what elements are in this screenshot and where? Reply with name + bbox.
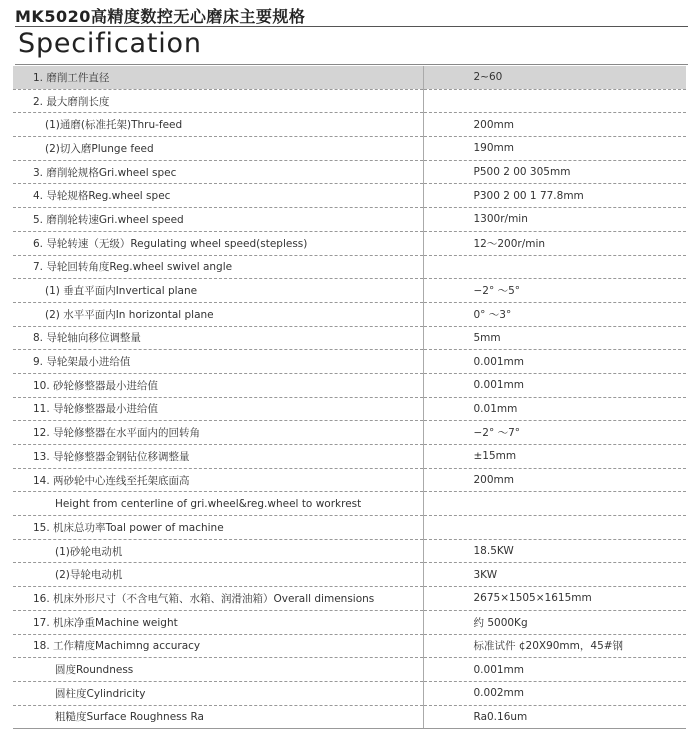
spec-heading: Specification	[18, 28, 202, 59]
table-row	[13, 634, 686, 658]
spec-label: 6. 导轮转速（无级）Regulating wheel speed(stepless)	[13, 231, 423, 255]
spec-value: 200mm	[423, 468, 686, 492]
table-row	[13, 66, 686, 89]
table-row	[13, 89, 686, 113]
spec-label: 17. 机床净重Machine weight	[13, 610, 423, 634]
spec-label: 圆柱度Cylindricity	[13, 681, 423, 705]
spec-value: 2675×1505×1615mm	[423, 587, 686, 611]
spec-value: P300 2 00 1 77.8mm	[423, 184, 686, 208]
spec-value: 标准试件 ¢20X90mm，45#钢	[423, 634, 686, 658]
spec-label: (2)切入磨Plunge feed	[13, 137, 423, 161]
spec-value	[423, 255, 686, 279]
table-row	[13, 350, 686, 374]
spec-label: 8. 导轮轴向移位调整量	[13, 326, 423, 350]
table-row	[13, 113, 686, 137]
title-divider	[15, 26, 688, 27]
table-row	[13, 397, 686, 421]
spec-label: 9. 导轮架最小进给值	[13, 350, 423, 374]
table-row	[13, 516, 686, 540]
table-row	[13, 610, 686, 634]
table-row	[13, 184, 686, 208]
spec-label: 3. 磨削轮规格Gri.wheel spec	[13, 160, 423, 184]
spec-table	[13, 66, 686, 729]
spec-label: Height from centerline of gri.wheel&reg.wheel to workrest	[13, 492, 423, 516]
spec-value: 约 5000Kg	[423, 610, 686, 634]
spec-value: 5mm	[423, 326, 686, 350]
table-row	[13, 160, 686, 184]
spec-label: 11. 导轮修整器最小进给值	[13, 397, 423, 421]
spec-label: (2)导轮电动机	[13, 563, 423, 587]
spec-value: 0.001mm	[423, 658, 686, 682]
spec-label: (1) 垂直平面内Invertical plane	[13, 279, 423, 303]
table-row	[13, 373, 686, 397]
table-row	[13, 208, 686, 232]
spec-table-body	[13, 66, 686, 729]
spec-value: 1300r/min	[423, 208, 686, 232]
table-row	[13, 279, 686, 303]
spec-value: −2° ～5°	[423, 279, 686, 303]
table-row	[13, 445, 686, 469]
spec-value: 0° ～3°	[423, 302, 686, 326]
spec-label: 18. 工作精度Machimng accuracy	[13, 634, 423, 658]
table-row	[13, 255, 686, 279]
spec-label: 1. 磨削工件直径	[13, 66, 423, 89]
spec-value: 0.002mm	[423, 681, 686, 705]
spec-value: 200mm	[423, 113, 686, 137]
spec-label: 12. 导轮修整器在水平面内的回转角	[13, 421, 423, 445]
table-row	[13, 468, 686, 492]
spec-label: (1)通磨(标准托架)Thru-feed	[13, 113, 423, 137]
spec-label: 7. 导轮回转角度Reg.wheel swivel angle	[13, 255, 423, 279]
spec-value	[423, 492, 686, 516]
spec-label: 14. 两砂轮中心连线至托架底面高	[13, 468, 423, 492]
table-row	[13, 587, 686, 611]
table-row	[13, 658, 686, 682]
spec-value: 3KW	[423, 563, 686, 587]
spec-value: Ra0.16um	[423, 705, 686, 729]
heading-divider	[15, 64, 688, 65]
spec-value: 0.01mm	[423, 397, 686, 421]
spec-label: 10. 砂轮修整器最小进给值	[13, 373, 423, 397]
page-title: MK5020高精度数控无心磨床主要规格	[15, 7, 306, 26]
table-row	[13, 326, 686, 350]
table-row	[13, 563, 686, 587]
spec-value	[423, 516, 686, 540]
spec-value: 2~60	[423, 66, 686, 89]
table-row	[13, 421, 686, 445]
spec-value	[423, 89, 686, 113]
spec-value: 0.001mm	[423, 373, 686, 397]
table-row	[13, 705, 686, 729]
table-row	[13, 492, 686, 516]
spec-label: 2. 最大磨削长度	[13, 89, 423, 113]
table-row	[13, 137, 686, 161]
spec-label: 15. 机床总功率Toal power of machine	[13, 516, 423, 540]
spec-label: 圆度Roundness	[13, 658, 423, 682]
spec-value: −2° ～7°	[423, 421, 686, 445]
spec-value: 190mm	[423, 137, 686, 161]
spec-value: 18.5KW	[423, 539, 686, 563]
spec-label: 16. 机床外形尺寸（不含电气箱、水箱、润滑油箱）Overall dimensions	[13, 587, 423, 611]
spec-label: 4. 导轮规格Reg.wheel spec	[13, 184, 423, 208]
spec-value: 12～200r/min	[423, 231, 686, 255]
spec-label: (1)砂轮电动机	[13, 539, 423, 563]
table-row	[13, 539, 686, 563]
spec-label: 粗糙度Surface Roughness Ra	[13, 705, 423, 729]
spec-value: 0.001mm	[423, 350, 686, 374]
table-row	[13, 231, 686, 255]
table-row	[13, 681, 686, 705]
spec-value: P500 2 00 305mm	[423, 160, 686, 184]
table-row	[13, 302, 686, 326]
spec-value: ±15mm	[423, 445, 686, 469]
spec-label: (2) 水平平面内In horizontal plane	[13, 302, 423, 326]
spec-label: 13. 导轮修整器金钢钻位移调整量	[13, 445, 423, 469]
spec-label: 5. 磨削轮转速Gri.wheel speed	[13, 208, 423, 232]
